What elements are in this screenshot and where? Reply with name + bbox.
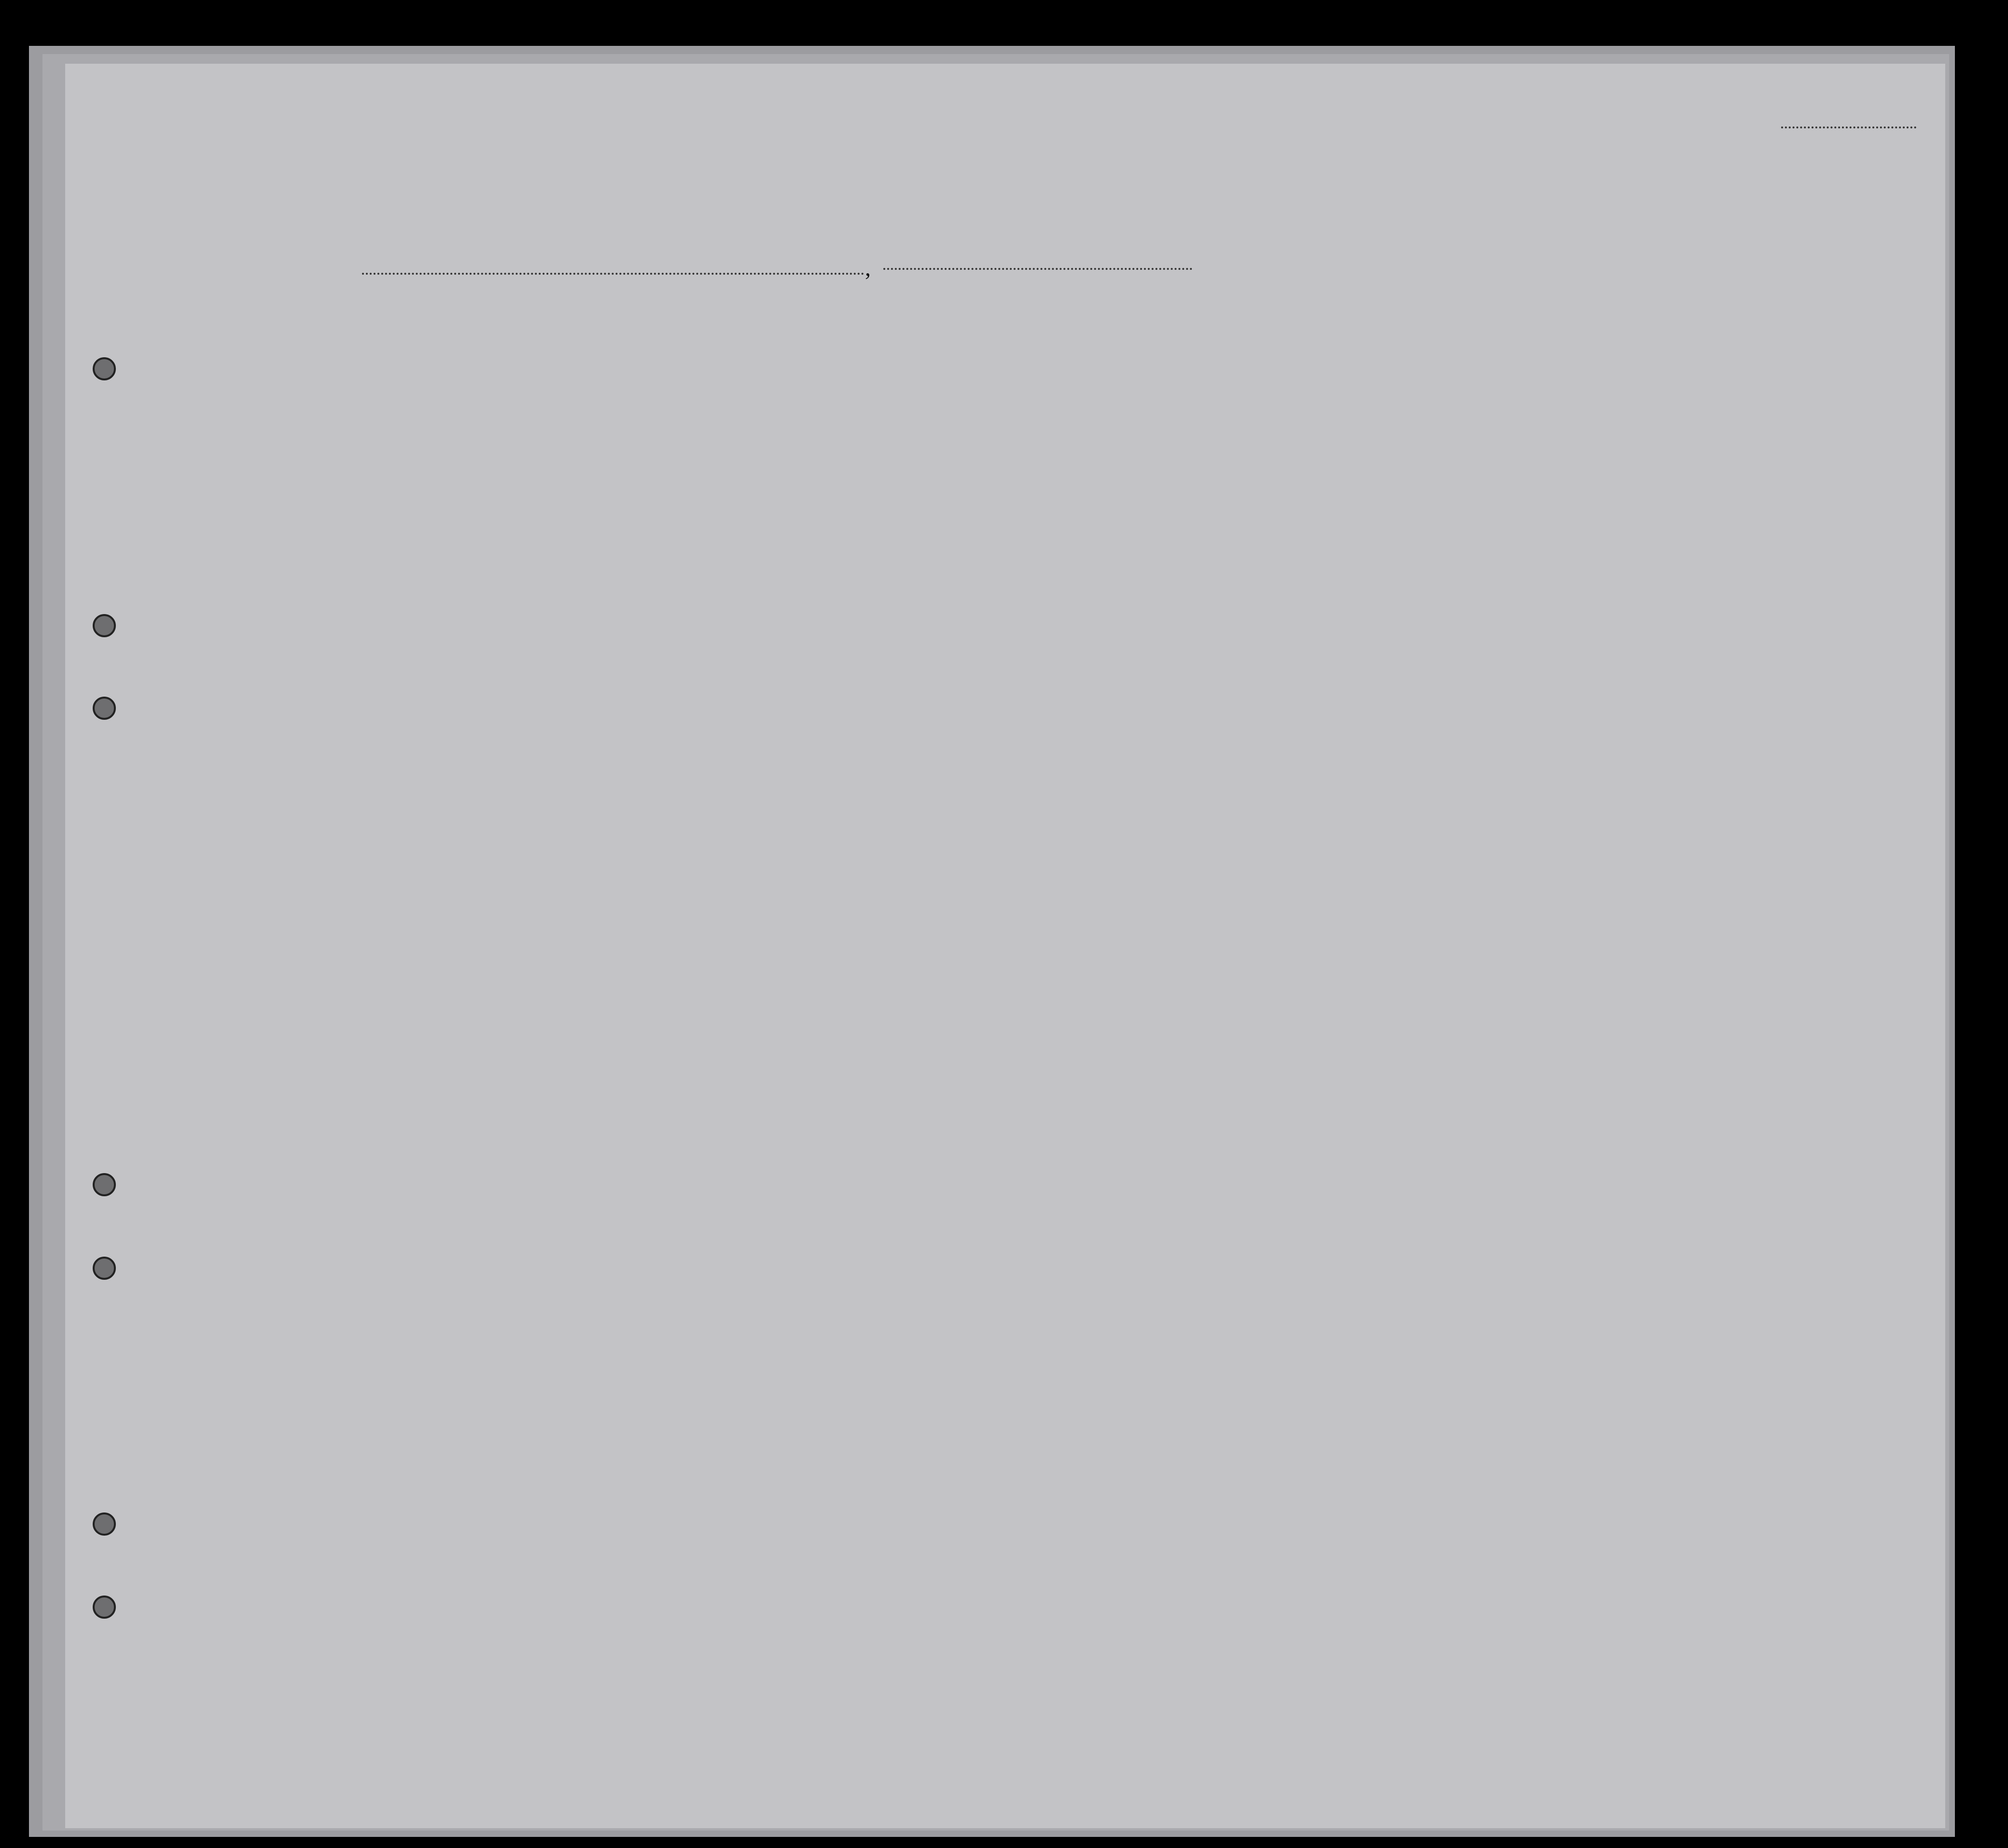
binder-hole: [93, 697, 116, 720]
manifest-sheet: [65, 64, 1945, 1828]
comma-mark: ,: [865, 255, 871, 281]
binder-hole: [93, 1173, 116, 1196]
binder-hole: [93, 1512, 116, 1536]
binder-hole: [93, 357, 116, 380]
port-dotted-line: [362, 273, 864, 275]
binder-hole: [93, 1596, 116, 1619]
date-dotted-line: [883, 268, 1192, 270]
binder-hole: [93, 614, 116, 637]
binder-hole: [93, 1257, 116, 1280]
list-dotted-line: [1781, 126, 1916, 128]
